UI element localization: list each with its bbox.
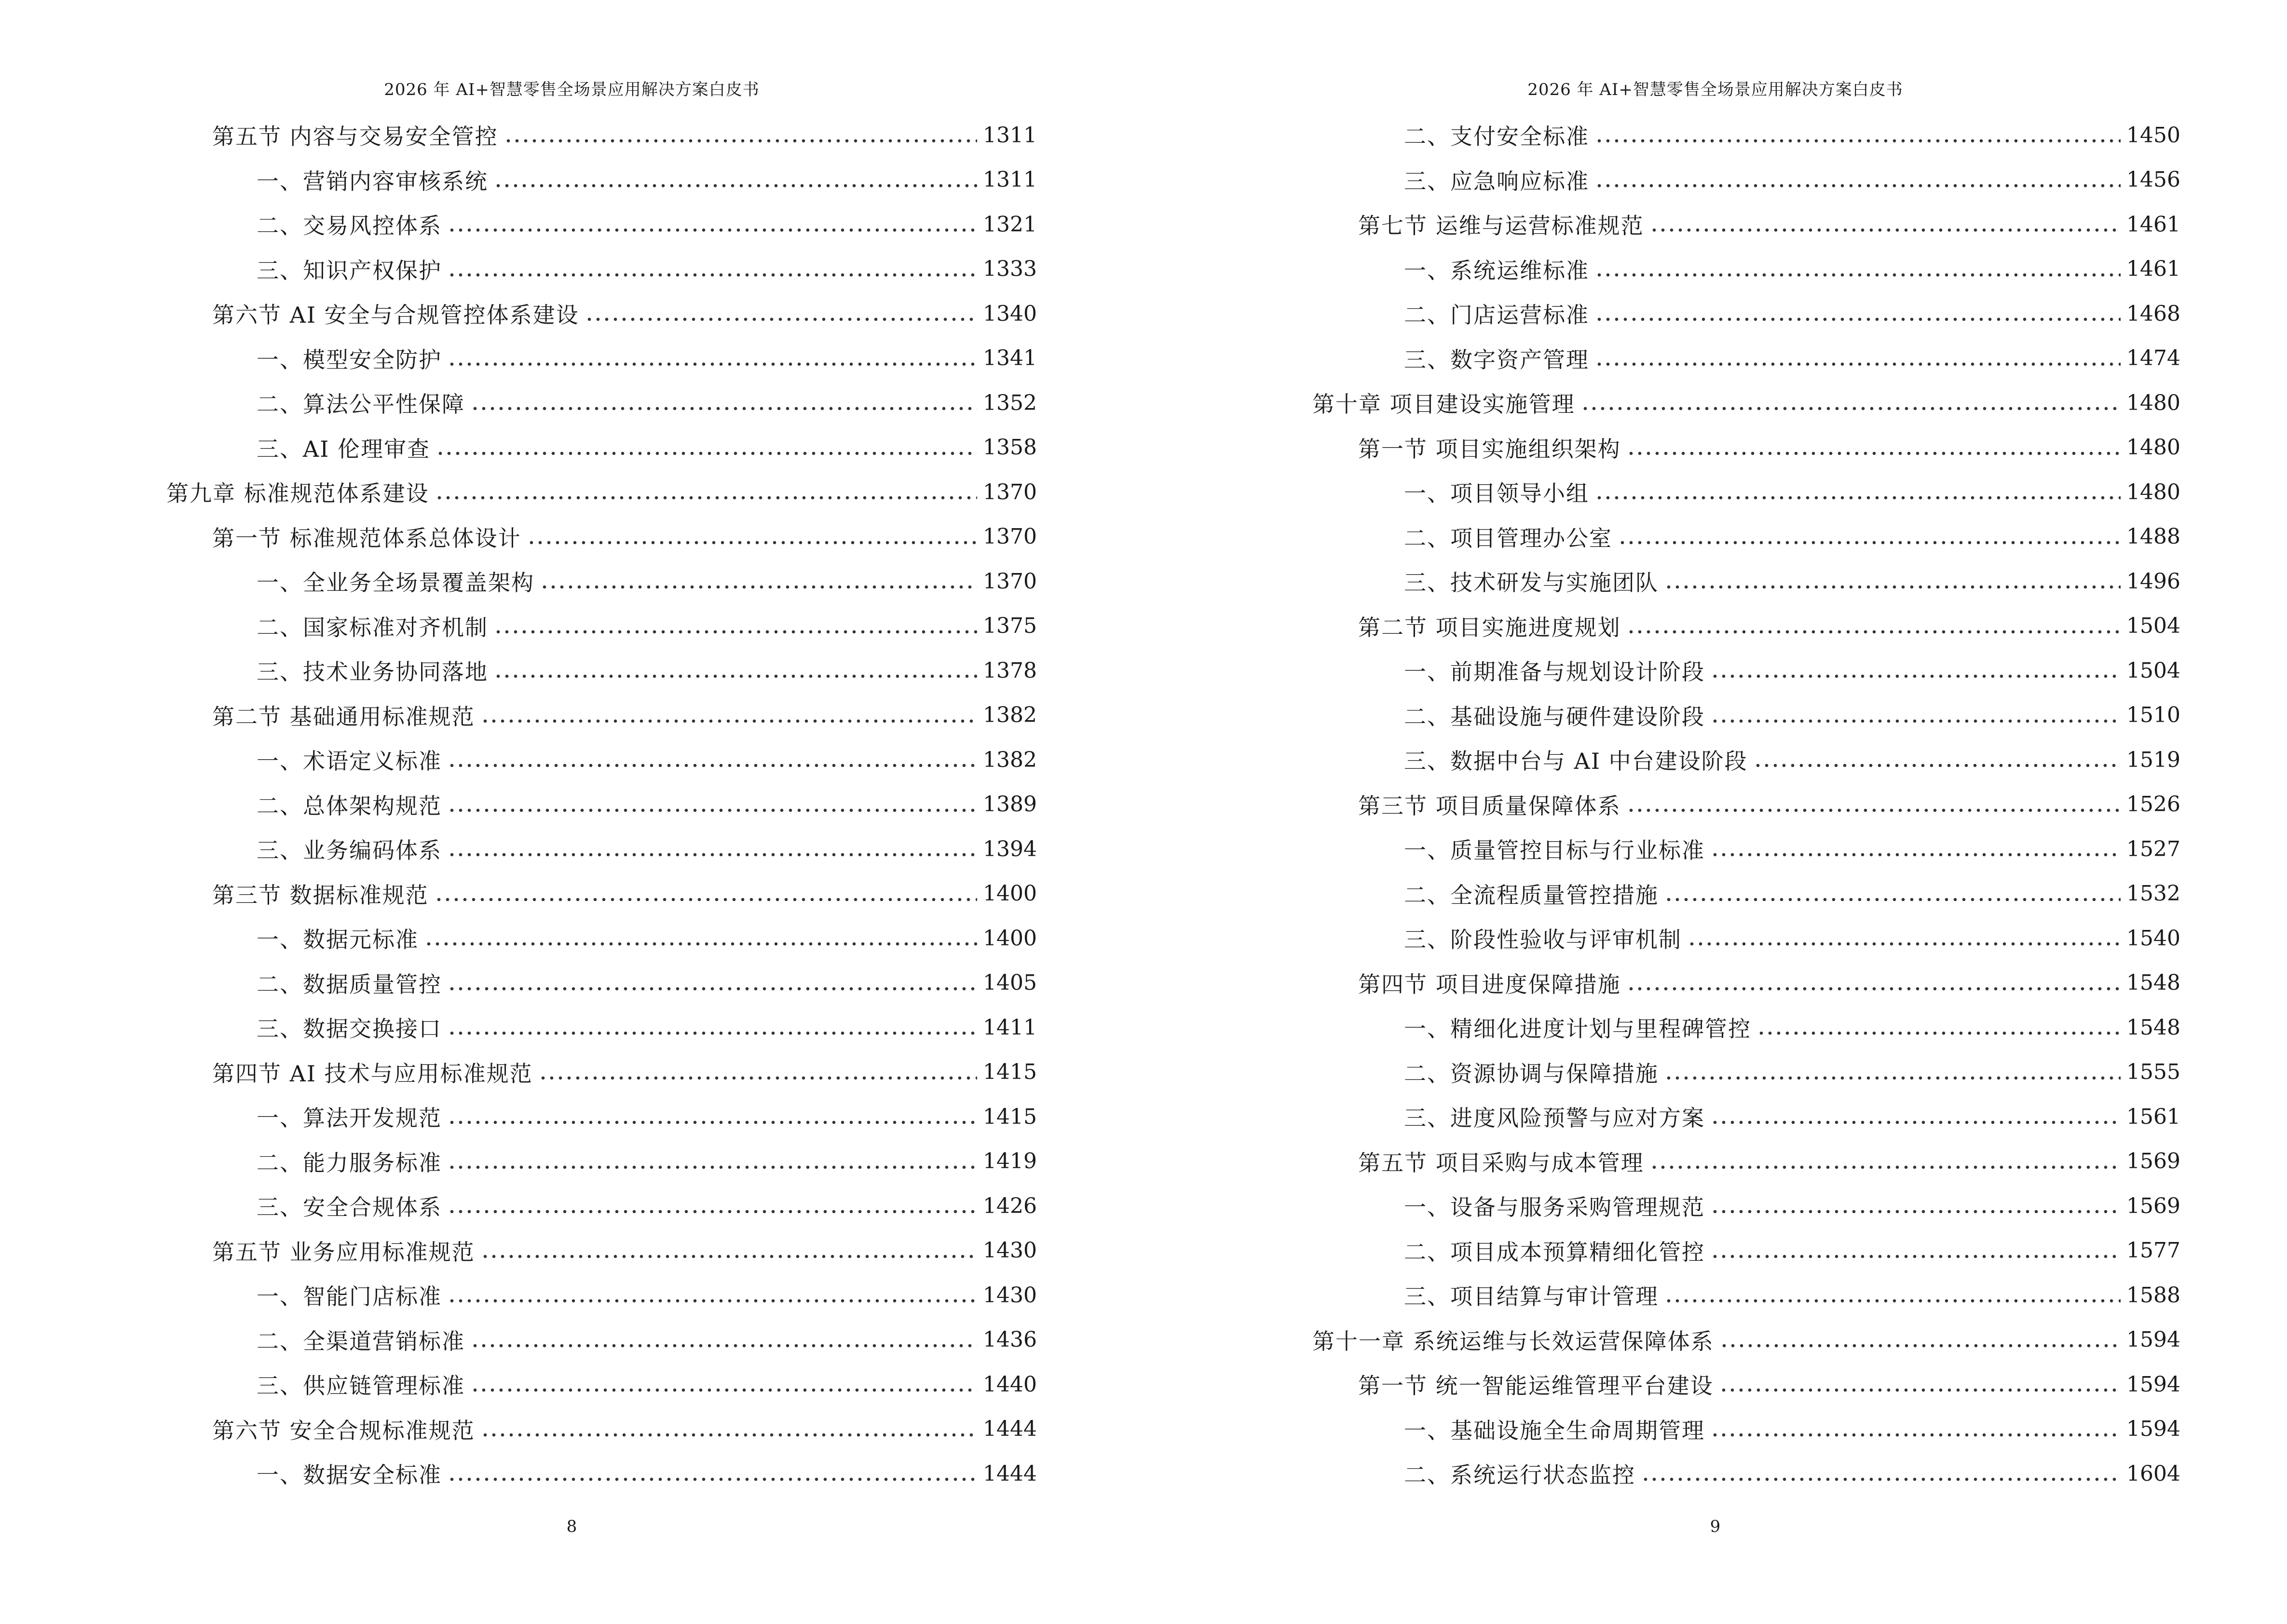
- toc-entry-item[interactable]: [257, 564, 1037, 598]
- toc-entry-page: 1400: [983, 881, 1037, 906]
- toc-entry-page: 1548: [2126, 1015, 2180, 1040]
- toc-entry-page: 1480: [2126, 390, 2180, 415]
- toc-entry-section[interactable]: [1358, 207, 2180, 241]
- toc-entry-page: 1340: [983, 301, 1037, 326]
- dot-leader: [1618, 539, 2121, 546]
- toc-entry-title: 二、算法公平性保障: [257, 391, 465, 417]
- dot-leader: [1595, 494, 2121, 501]
- toc-entry-page: 1480: [2126, 479, 2180, 505]
- dot-leader: [539, 1075, 977, 1081]
- toc-entry-item[interactable]: [1404, 1412, 2180, 1446]
- toc-entry-item[interactable]: [257, 1010, 1037, 1044]
- toc-entry-page: 1311: [983, 123, 1037, 148]
- toc-entry-title: 一、精细化进度计划与里程碑管控: [1404, 1016, 1751, 1042]
- toc-entry-item[interactable]: [1404, 698, 2180, 732]
- toc-entry-section[interactable]: [1358, 788, 2180, 821]
- toc-entry-page: 1400: [983, 926, 1037, 951]
- toc-entry-section[interactable]: [212, 877, 1037, 911]
- dot-leader: [494, 182, 977, 189]
- dot-leader: [481, 718, 977, 724]
- toc-entry-section[interactable]: [212, 1055, 1037, 1089]
- page-number: 8: [566, 1517, 577, 1536]
- toc-entry-section[interactable]: [212, 698, 1037, 732]
- toc-entry-page: 1480: [2126, 435, 2180, 460]
- toc-entry-page: 1352: [983, 390, 1037, 415]
- toc-entry-title: 第四节 AI 技术与应用标准规范: [212, 1060, 533, 1087]
- page-header: 2026 年 AI+智慧零售全场景应用解决方案白皮书: [384, 80, 760, 99]
- toc-entry-item[interactable]: [1404, 1189, 2180, 1223]
- dot-leader: [1711, 1432, 2121, 1438]
- toc-entry-page: 1474: [2126, 346, 2180, 370]
- toc-entry-title: 第三节 数据标准规范: [212, 882, 429, 908]
- dot-leader: [1595, 316, 2121, 323]
- dot-leader: [435, 494, 977, 501]
- toc-entry-title: 三、数据交换接口: [257, 1016, 442, 1042]
- toc-entry-page: 1358: [983, 435, 1037, 460]
- toc-entry-item[interactable]: [1404, 341, 2180, 375]
- toc-entry-page: 1527: [2126, 836, 2180, 861]
- toc-entry-title: 一、营销内容审核系统: [257, 168, 488, 194]
- dot-leader: [448, 1119, 977, 1126]
- toc-entry-item[interactable]: [257, 743, 1037, 777]
- toc-entry-item[interactable]: [1404, 832, 2180, 866]
- dot-leader: [1711, 1208, 2121, 1215]
- toc-entry-title: 第七节 运维与运营标准规范: [1358, 213, 1644, 239]
- toc-entry-title: 三、数字资产管理: [1404, 346, 1589, 373]
- toc-entry-item[interactable]: [1404, 252, 2180, 286]
- toc-entry-page: 1504: [2126, 614, 2180, 638]
- toc-entry-item[interactable]: [257, 832, 1037, 866]
- toc-entry-page: 1411: [983, 1015, 1037, 1040]
- toc-entry-section[interactable]: [1358, 609, 2180, 643]
- toc-entry-title: 第二节 项目实施进度规划: [1358, 614, 1621, 641]
- toc-entry-title: 一、智能门店标准: [257, 1283, 442, 1310]
- dot-leader: [1711, 1253, 2121, 1260]
- toc-entry-page: 1510: [2126, 703, 2180, 727]
- toc-entry-page: 1440: [983, 1372, 1037, 1397]
- toc-entry-title: 二、基础设施与硬件建设阶段: [1404, 703, 1705, 730]
- toc-entry-item[interactable]: [1404, 877, 2180, 911]
- dot-leader: [424, 941, 977, 947]
- page-number: 9: [1710, 1517, 1721, 1536]
- toc-entry-page: 1405: [983, 970, 1037, 995]
- toc-entry-title: 一、全业务全场景覆盖架构: [257, 570, 534, 596]
- toc-entry-section[interactable]: [212, 520, 1037, 554]
- toc-entry-item[interactable]: [1404, 921, 2180, 955]
- toc-entry-item[interactable]: [1404, 1457, 2180, 1490]
- toc-entry-title: 一、系统运维标准: [1404, 257, 1589, 284]
- toc-entry-page: 1594: [2126, 1417, 2180, 1441]
- toc-entry-page: 1468: [2126, 301, 2180, 326]
- dot-leader: [1627, 628, 2121, 635]
- toc-entry-title: 二、门店运营标准: [1404, 302, 1589, 328]
- toc-entry-title: 一、质量管控目标与行业标准: [1404, 837, 1705, 863]
- dot-leader: [448, 851, 977, 858]
- toc-entry-page: 1382: [983, 747, 1037, 772]
- toc-entry-section[interactable]: [1358, 431, 2180, 464]
- dot-leader: [585, 316, 977, 323]
- dot-leader: [494, 628, 977, 635]
- dot-leader: [1664, 896, 2121, 903]
- toc-entry-item[interactable]: [1404, 654, 2180, 687]
- toc-entry-item[interactable]: [1404, 564, 2180, 598]
- toc-entry-item[interactable]: [1404, 475, 2180, 509]
- toc-entry-page: 1604: [2126, 1461, 2180, 1486]
- toc-entry-page: 1588: [2126, 1283, 2180, 1308]
- toc-entry-title: 二、总体架构规范: [257, 792, 442, 819]
- toc-entry-title: 三、数据中台与 AI 中台建设阶段: [1404, 748, 1748, 774]
- dot-leader: [1688, 941, 2121, 947]
- toc-entry-title: 第十一章 系统运维与长效运营保障体系: [1312, 1328, 1714, 1354]
- toc-entry-title: 二、资源协调与保障措施: [1404, 1060, 1659, 1087]
- toc-entry-title: 三、项目结算与审计管理: [1404, 1283, 1659, 1310]
- toc-entry-item[interactable]: [1404, 297, 2180, 330]
- toc-entry-page: 1569: [2126, 1149, 2180, 1174]
- dot-leader: [448, 1030, 977, 1037]
- toc-entry-chapter[interactable]: [1312, 1323, 2180, 1357]
- toc-entry-page: 1375: [983, 614, 1037, 638]
- toc-entry-item[interactable]: [1404, 1234, 2180, 1268]
- toc-entry-page: 1382: [983, 703, 1037, 727]
- dot-leader: [1711, 718, 2121, 724]
- dot-leader: [436, 450, 977, 457]
- toc-entry-page: 1311: [983, 167, 1037, 192]
- toc-entry-item[interactable]: [1404, 1055, 2180, 1089]
- dot-leader: [435, 896, 977, 903]
- toc-entry-title: 三、阶段性验收与评审机制: [1404, 927, 1682, 953]
- toc-entry-section[interactable]: [1358, 1145, 2180, 1178]
- toc-entry-page: 1444: [983, 1417, 1037, 1441]
- toc-entry-title: 第六节 AI 安全与合规管控体系建设: [212, 302, 579, 328]
- toc-entry-title: 第五节 业务应用标准规范: [212, 1239, 475, 1265]
- toc-entry-title: 三、业务编码体系: [257, 837, 442, 863]
- toc-entry-page: 1555: [2126, 1060, 2180, 1084]
- toc-entry-title: 三、知识产权保护: [257, 257, 442, 284]
- toc-entry-section[interactable]: [1358, 1367, 2180, 1401]
- toc-entry-title: 第一节 统一智能运维管理平台建设: [1358, 1373, 1714, 1399]
- toc-entry-title: 二、交易风控体系: [257, 213, 442, 239]
- dot-leader: [1711, 673, 2121, 680]
- toc-entry-page: 1394: [983, 836, 1037, 861]
- toc-entry-page: 1561: [2126, 1104, 2180, 1129]
- toc-entry-title: 一、项目领导小组: [1404, 480, 1589, 506]
- toc-entry-item[interactable]: [257, 921, 1037, 955]
- dot-leader: [471, 1387, 977, 1393]
- dot-leader: [448, 227, 977, 233]
- toc-entry-page: 1415: [983, 1060, 1037, 1084]
- toc-entry-section[interactable]: [212, 297, 1037, 330]
- dot-leader: [448, 272, 977, 278]
- dot-leader: [1595, 182, 2121, 189]
- toc-entry-title: 三、AI 伦理审查: [257, 436, 431, 462]
- toc-entry-title: 第三节 项目质量保障体系: [1358, 792, 1621, 819]
- toc-entry-title: 二、能力服务标准: [257, 1149, 442, 1176]
- toc-entry-title: 第五节 项目采购与成本管理: [1358, 1149, 1644, 1176]
- table-of-contents: [1144, 0, 2287, 1624]
- dot-leader: [448, 1208, 977, 1215]
- toc-entry-item[interactable]: [257, 207, 1037, 241]
- dot-leader: [504, 137, 977, 144]
- toc-entry-title: 第二节 基础通用标准规范: [212, 703, 475, 730]
- toc-entry-title: 二、全渠道营销标准: [257, 1328, 465, 1354]
- toc-entry-title: 一、算法开发规范: [257, 1105, 442, 1131]
- dot-leader: [1650, 227, 2121, 233]
- toc-entry-title: 三、技术研发与实施团队: [1404, 570, 1659, 596]
- right-page: [1144, 0, 2287, 1624]
- toc-entry-page: 1321: [983, 212, 1037, 237]
- toc-entry-page: 1532: [2126, 881, 2180, 906]
- dot-leader: [1754, 762, 2121, 769]
- dot-leader: [471, 405, 977, 412]
- toc-entry-item[interactable]: [257, 609, 1037, 643]
- toc-entry-item[interactable]: [1404, 743, 2180, 777]
- dot-leader: [1664, 1075, 2121, 1081]
- dot-leader: [448, 985, 977, 992]
- toc-entry-item[interactable]: [257, 252, 1037, 286]
- toc-entry-chapter[interactable]: [1312, 386, 2180, 420]
- dot-leader: [1627, 985, 2121, 992]
- toc-entry-section[interactable]: [212, 118, 1037, 152]
- toc-entry-page: 1461: [2126, 212, 2180, 237]
- toc-entry-title: 三、供应链管理标准: [257, 1373, 465, 1399]
- toc-entry-title: 第四节 项目进度保障措施: [1358, 971, 1621, 997]
- toc-entry-page: 1370: [983, 569, 1037, 594]
- toc-entry-page: 1594: [2126, 1327, 2180, 1352]
- toc-entry-item[interactable]: [257, 966, 1037, 1000]
- toc-entry-title: 三、安全合规体系: [257, 1194, 442, 1220]
- toc-entry-page: 1341: [983, 346, 1037, 370]
- toc-entry-item[interactable]: [257, 341, 1037, 375]
- toc-entry-item[interactable]: [1404, 118, 2180, 152]
- toc-entry-page: 1430: [983, 1238, 1037, 1263]
- toc-entry-title: 一、术语定义标准: [257, 748, 442, 774]
- dot-leader: [527, 539, 977, 546]
- toc-entry-item[interactable]: [257, 1457, 1037, 1490]
- dot-leader: [1664, 1297, 2121, 1304]
- dot-leader: [481, 1253, 977, 1260]
- toc-entry-page: 1419: [983, 1149, 1037, 1174]
- toc-entry-page: 1426: [983, 1193, 1037, 1218]
- dot-leader: [448, 1297, 977, 1304]
- dot-leader: [1719, 1387, 2121, 1393]
- toc-entry-title: 第一节 项目实施组织架构: [1358, 436, 1621, 462]
- toc-entry-title: 三、进度风险预警与应对方案: [1404, 1105, 1705, 1131]
- toc-entry-title: 一、前期准备与规划设计阶段: [1404, 659, 1705, 685]
- dot-leader: [494, 673, 977, 680]
- toc-entry-page: 1430: [983, 1283, 1037, 1308]
- toc-entry-title: 三、技术业务协同落地: [257, 659, 488, 685]
- dot-leader: [481, 1432, 977, 1438]
- dot-leader: [1711, 1119, 2121, 1126]
- toc-entry-item[interactable]: [1404, 163, 2180, 197]
- toc-entry-item[interactable]: [1404, 520, 2180, 554]
- toc-entry-item[interactable]: [257, 1145, 1037, 1178]
- toc-entry-page: 1540: [2126, 926, 2180, 951]
- toc-entry-item[interactable]: [257, 1278, 1037, 1312]
- toc-entry-item[interactable]: [257, 431, 1037, 464]
- toc-entry-item[interactable]: [1404, 1100, 2180, 1133]
- toc-entry-item[interactable]: [257, 1100, 1037, 1133]
- dot-leader: [1641, 1476, 2121, 1483]
- toc-entry-title: 第一节 标准规范体系总体设计: [212, 525, 521, 551]
- toc-entry-title: 三、应急响应标准: [1404, 168, 1589, 194]
- toc-entry-item[interactable]: [257, 1367, 1037, 1401]
- toc-entry-page: 1461: [2126, 257, 2180, 281]
- toc-entry-page: 1456: [2126, 167, 2180, 192]
- dot-leader: [1711, 851, 2121, 858]
- dot-leader: [1720, 1342, 2121, 1349]
- toc-entry-item[interactable]: [257, 788, 1037, 821]
- toc-entry-page: 1436: [983, 1327, 1037, 1352]
- toc-entry-page: 1519: [2126, 747, 2180, 772]
- toc-entry-title: 一、设备与服务采购管理规范: [1404, 1194, 1705, 1220]
- toc-entry-title: 二、项目成本预算精细化管控: [1404, 1239, 1705, 1265]
- dot-leader: [540, 584, 977, 590]
- toc-entry-title: 二、项目管理办公室: [1404, 525, 1612, 551]
- toc-entry-item[interactable]: [1404, 1278, 2180, 1312]
- dot-leader: [1627, 807, 2121, 814]
- dot-leader: [1595, 272, 2121, 278]
- toc-entry-title: 二、系统运行状态监控: [1404, 1462, 1635, 1488]
- dot-leader: [1595, 361, 2121, 368]
- toc-entry-page: 1370: [983, 524, 1037, 549]
- toc-entry-section[interactable]: [212, 1412, 1037, 1446]
- toc-entry-page: 1577: [2126, 1238, 2180, 1263]
- toc-entry-title: 二、全流程质量管控措施: [1404, 882, 1659, 908]
- toc-entry-item[interactable]: [257, 386, 1037, 420]
- toc-entry-page: 1450: [2126, 123, 2180, 148]
- dot-leader: [448, 361, 977, 368]
- toc-entry-item[interactable]: [257, 1189, 1037, 1223]
- toc-entry-chapter[interactable]: [166, 475, 1037, 509]
- toc-entry-page: 1526: [2126, 792, 2180, 817]
- dot-leader: [1664, 584, 2121, 590]
- toc-entry-page: 1444: [983, 1461, 1037, 1486]
- toc-entry-item[interactable]: [1404, 1010, 2180, 1044]
- dot-leader: [448, 762, 977, 769]
- toc-entry-title: 第十章 项目建设实施管理: [1312, 391, 1575, 417]
- toc-entry-title: 一、模型安全防护: [257, 346, 442, 373]
- toc-entry-page: 1488: [2126, 524, 2180, 549]
- toc-entry-title: 第五节 内容与交易安全管控: [212, 123, 498, 150]
- toc-entry-page: 1370: [983, 479, 1037, 505]
- toc-entry-page: 1548: [2126, 970, 2180, 995]
- toc-entry-section[interactable]: [212, 1234, 1037, 1268]
- toc-entry-item[interactable]: [257, 163, 1037, 197]
- toc-entry-title: 二、数据质量管控: [257, 971, 442, 997]
- dot-leader: [1595, 137, 2121, 144]
- dot-leader: [471, 1342, 977, 1349]
- dot-leader: [1627, 450, 2121, 457]
- toc-entry-title: 一、数据元标准: [257, 927, 419, 953]
- toc-entry-title: 第九章 标准规范体系建设: [166, 480, 429, 506]
- toc-entry-page: 1389: [983, 792, 1037, 817]
- toc-entry-page: 1594: [2126, 1372, 2180, 1397]
- toc-entry-page: 1378: [983, 658, 1037, 683]
- toc-entry-page: 1415: [983, 1104, 1037, 1129]
- toc-entry-section[interactable]: [1358, 966, 2180, 1000]
- toc-entry-page: 1504: [2126, 658, 2180, 683]
- toc-entry-page: 1333: [983, 257, 1037, 281]
- page-header: 2026 年 AI+智慧零售全场景应用解决方案白皮书: [1527, 80, 1903, 99]
- toc-entry-title: 二、国家标准对齐机制: [257, 614, 488, 641]
- dot-leader: [448, 807, 977, 814]
- toc-entry-page: 1496: [2126, 569, 2180, 594]
- toc-entry-item[interactable]: [257, 654, 1037, 687]
- dot-leader: [1650, 1164, 2121, 1171]
- dot-leader: [1757, 1030, 2121, 1037]
- toc-entry-title: 第六节 安全合规标准规范: [212, 1417, 475, 1444]
- dot-leader: [448, 1476, 977, 1483]
- toc-entry-title: 一、基础设施全生命周期管理: [1404, 1417, 1705, 1444]
- dot-leader: [448, 1164, 977, 1171]
- toc-entry-page: 1569: [2126, 1193, 2180, 1218]
- toc-entry-item[interactable]: [257, 1323, 1037, 1357]
- toc-entry-title: 一、数据安全标准: [257, 1462, 442, 1488]
- dot-leader: [1581, 405, 2121, 412]
- toc-entry-title: 二、支付安全标准: [1404, 123, 1589, 150]
